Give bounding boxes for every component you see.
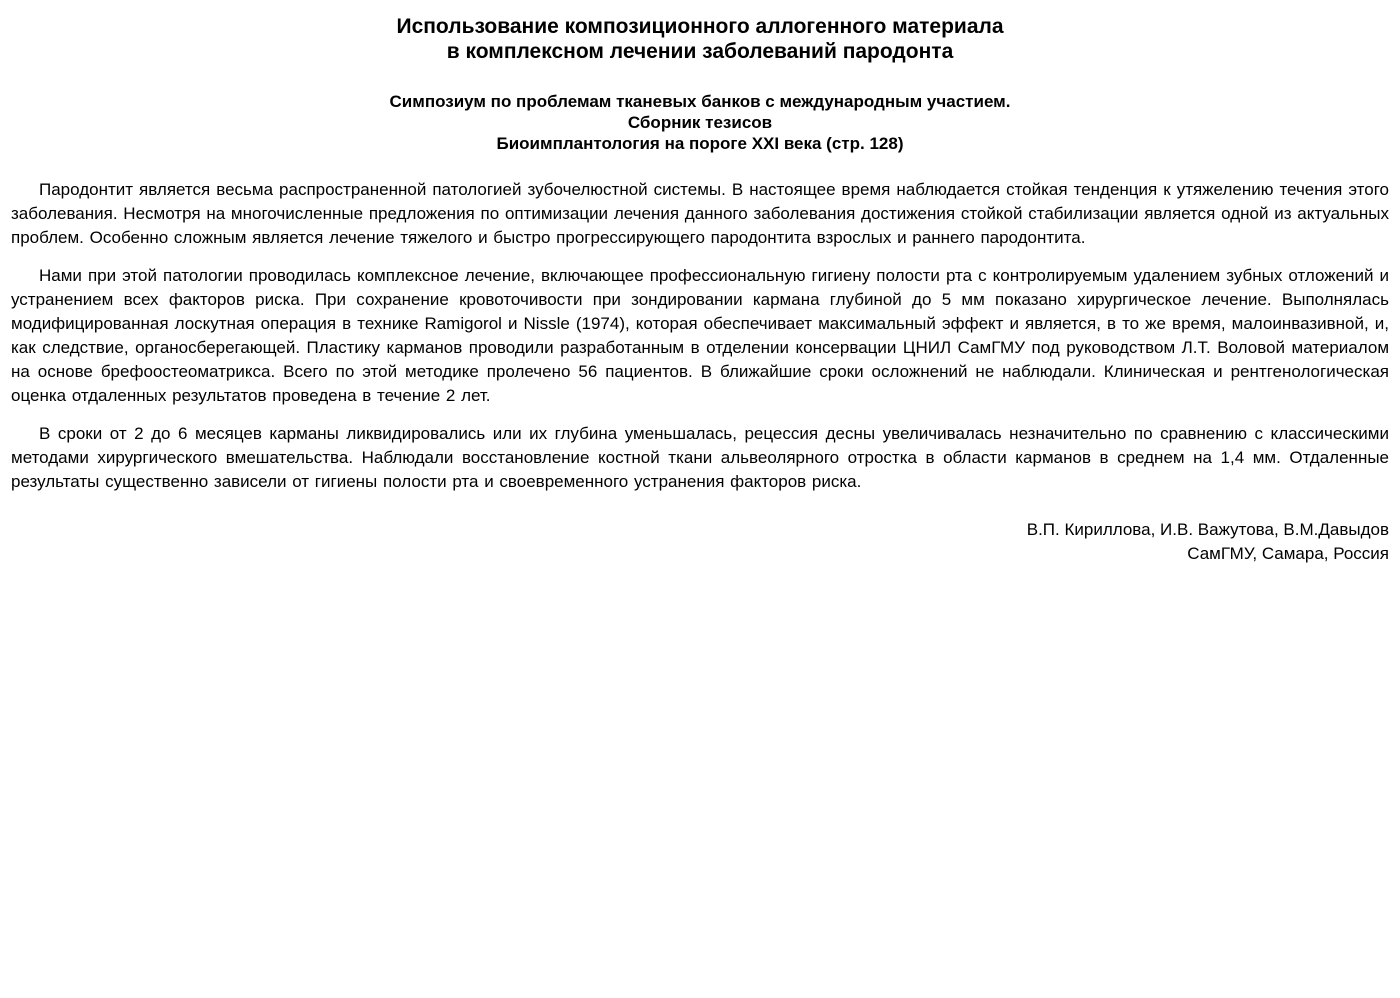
paragraph-intro: Пародонтит является весьма распространенной патологией зубочелюстной системы. В настоящее время наблюдается стойкая тенденция к утяжелению течения этого заболевания. Несмотря на многочисленные предложения по оптимизации лечения данного заболевания достижения стойкой стабилизации является одной из актуальных проблем. Особенно сложным является лечение тяжелого и быстро прогрессирующего пародонтита взрослых и раннего пародонтита. — [11, 180, 1389, 247]
authors-line: В.П. Кириллова, И.В. Важутова, В.М.Давыдов — [1026, 520, 1389, 539]
document-subtitle — [11, 91, 1389, 154]
document-title — [11, 14, 1389, 64]
title-line-1: Использование композиционного аллогенного материала — [396, 15, 1004, 38]
subtitle-collection: Сборник тезисов — [627, 113, 773, 132]
abstract-body — [11, 178, 1389, 494]
subtitle-edition-page: Биоимплантология на пороге XXI века (стр. 128) — [496, 134, 904, 153]
paragraph-methods: Нами при этой патологии проводилась комплексное лечение, включающее профессиональную гигиену полости рта с контролируемым удалением зубных отложений и устранением всех факторов риска. При сохранение кровоточивости при зондировании кармана глубиной до 5 мм показано хирургическое лечение. Выполнялась модифицированная лоскутная операция в технике Ramigorol и Nissle (1974), которая обеспечивает максимальный эффект и является, в то же время, малоинвазивной, и, как следствие, органосберегающей. Пластику карманов проводили разработанным в отделении консервации ЦНИЛ СамГМУ под руководством Л.Т. Воловой материалом на основе брефоостеоматрикса. Всего по этой методике пролечено 56 пациентов. В ближайшие сроки осложнений не наблюдали. Клиническая и рентгенологическая оценка отдаленных результатов проведена в течение 2 лет. — [11, 266, 1389, 405]
title-line-2: в комплексном лечении заболеваний пародонта — [446, 40, 954, 63]
affiliation-line: СамГМУ, Самара, Россия — [1187, 544, 1389, 563]
signature-block — [11, 518, 1389, 566]
subtitle-symposium: Симпозиум по проблемам тканевых банков с международным участием. — [389, 92, 1011, 111]
paragraph-results: В сроки от 2 до 6 месяцев карманы ликвидировались или их глубина уменьшалась, рецессия десны увеличивалась незначительно по сравнению с классическими методами хирургического вмешательства. Наблюдали восстановление костной ткани альвеолярного отростка в области карманов в среднем на 1,4 мм. Отдаленные результаты существенно зависели от гигиены полости рта и своевременного устранения факторов риска. — [11, 424, 1389, 491]
